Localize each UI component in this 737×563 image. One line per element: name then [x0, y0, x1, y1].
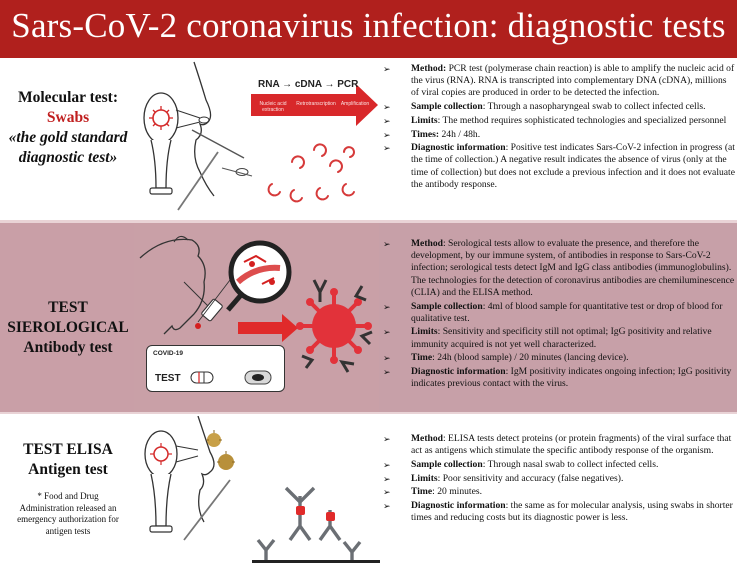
bullet-arrow-icon: ➢: [383, 501, 391, 512]
molecular-title-gold-standard: «the gold standard diagnostic test»: [8, 129, 128, 166]
nose-profile-icon: [194, 62, 214, 196]
list-item: ➢ Limits: Sensitivity and specificity still not optimal; IgG positivity and relative immunity acquired is not yet well characterized.: [383, 326, 712, 350]
page-title: Sars-CoV-2 coronavirus infection: diagnostic tests: [11, 6, 726, 45]
fda-note: * Food and Drug Administration released an emergency authorization for antigen tests: [17, 491, 119, 536]
elisa-title-line2: Antigen test: [28, 461, 108, 478]
bullet-arrow-icon: ➢: [383, 143, 391, 154]
bullet-arrow-icon: ➢: [383, 239, 391, 249]
magnifier-icon: [228, 243, 289, 310]
bullet-arrow-icon: ➢: [383, 102, 391, 113]
antibody-icon: [258, 488, 360, 562]
list-item: ➢ Diagnostic information: the same as for molecular analysis, using swabs in shorter times and reducing costs but its diagnostic power is less.: [383, 500, 733, 524]
list-item: ➢ Sample collection: 4ml of blood sample for quantitative test or drop of blood for qualitative test.: [383, 300, 723, 324]
list-item: ➢ Limits: The method requires sophisticated technologies and specialized personnel: [383, 114, 727, 126]
list-item: ➢ Sample collection: Through a nasopharyngeal swab to collect infected cells.: [383, 101, 706, 113]
serological-title-line2: SIEROLOGICAL: [7, 319, 129, 336]
list-item: ➢ Time: 24h (blood sample) / 20 minutes (lancing device).: [383, 352, 629, 364]
serological-bullets: [383, 238, 737, 392]
list-item: ➢ Limits: Poor sensitivity and accuracy (false negatives).: [383, 472, 624, 484]
step-amplification: Amplification: [340, 101, 370, 107]
pcr-flow-label: RNA → cDNA → PCR: [258, 79, 359, 90]
hand-lancet-icon: [140, 239, 205, 334]
list-item: ➢ Method: PCR test (polymerase chain reaction) is able to amplify the nucleic acid of the virus (RNA). RNA is transcripted into complementary DNA (cDNA), millions of viral copies are produced in order to be detected the infection.: [383, 63, 735, 99]
list-item: ➢ Times: 24h / 48h.: [383, 128, 481, 140]
step-extraction: Nucleic acid extraction: [259, 101, 287, 113]
molecular-bullets: [383, 63, 735, 193]
step-retrotranscription: Retrotranscription: [296, 101, 336, 107]
list-item: ➢ Diagnostic information: Positive test indicates Sars-CoV-2 infection in progress (at the time of collection.) A negative result indicates the absence of virus (only at the time of collection) but does not exclude a previous infection and it does not evaluate the antibody response.: [383, 142, 735, 190]
elisa-bullets: [383, 433, 735, 526]
bullet-arrow-icon: ➢: [383, 115, 391, 126]
molecular-title-line1: Molecular test:: [18, 89, 118, 106]
bullet-arrow-icon: ➢: [383, 327, 391, 338]
bullet-arrow-icon: ➢: [383, 487, 391, 498]
test-cassette-icon: [146, 345, 285, 392]
list-item: ➢ Method: Serological tests allow to evaluate the presence, and therefore the development, by our immune system, of antibodies in response to Sars-CoV-2 infection; serological tests detect IgM and IgG class antibodies (immunoglobulins). The technologies for the detection of coronavirus antibodies are chemiluminescence (CLIA) and the ELISA method.: [383, 238, 735, 298]
bullet-arrow-icon: ➢: [383, 434, 391, 444]
title-banner: [0, 0, 737, 58]
bullet-arrow-icon: ➢: [383, 301, 391, 312]
bullet-arrow-icon: ➢: [383, 459, 391, 470]
molecular-title-swabs: Swabs: [46, 109, 90, 126]
serological-title-line3: Antibody test: [23, 339, 113, 356]
cassette-test-label: TEST: [155, 373, 181, 384]
list-item: ➢ Time: 20 minutes.: [383, 486, 482, 498]
elisa-title-line1: TEST ELISA: [23, 441, 113, 458]
molecular-title: [4, 88, 132, 168]
virus-icon: [206, 430, 235, 470]
list-item: ➢ Diagnostic information: IgM positivity indicates ongoing infection; IgG positivity indicates previous contact with the virus.: [383, 366, 732, 390]
serological-title-line1: TEST: [48, 299, 88, 316]
bullet-arrow-icon: ➢: [383, 367, 391, 378]
cassette-brand: COVID-19: [153, 350, 183, 357]
bullet-arrow-icon: ➢: [383, 129, 391, 140]
bullet-arrow-icon: ➢: [383, 64, 391, 74]
arrow-right-icon: [238, 314, 298, 342]
swab-icon: [145, 431, 177, 532]
elisa-figure: [134, 416, 380, 563]
serological-title: [2, 298, 134, 358]
nose-profile-icon: [198, 416, 214, 522]
list-item: ➢ Sample collection: Through nasal swab to collect infected cells.: [383, 458, 659, 470]
bullet-arrow-icon: ➢: [383, 353, 391, 364]
list-item: ➢ Method: ELISA tests detect proteins (or protein fragments) of the viral surface that act as antigens which stimulate the specific antibody response of the organism.: [383, 433, 732, 457]
elisa-title: [4, 440, 132, 480]
bullet-arrow-icon: ➢: [383, 473, 391, 484]
